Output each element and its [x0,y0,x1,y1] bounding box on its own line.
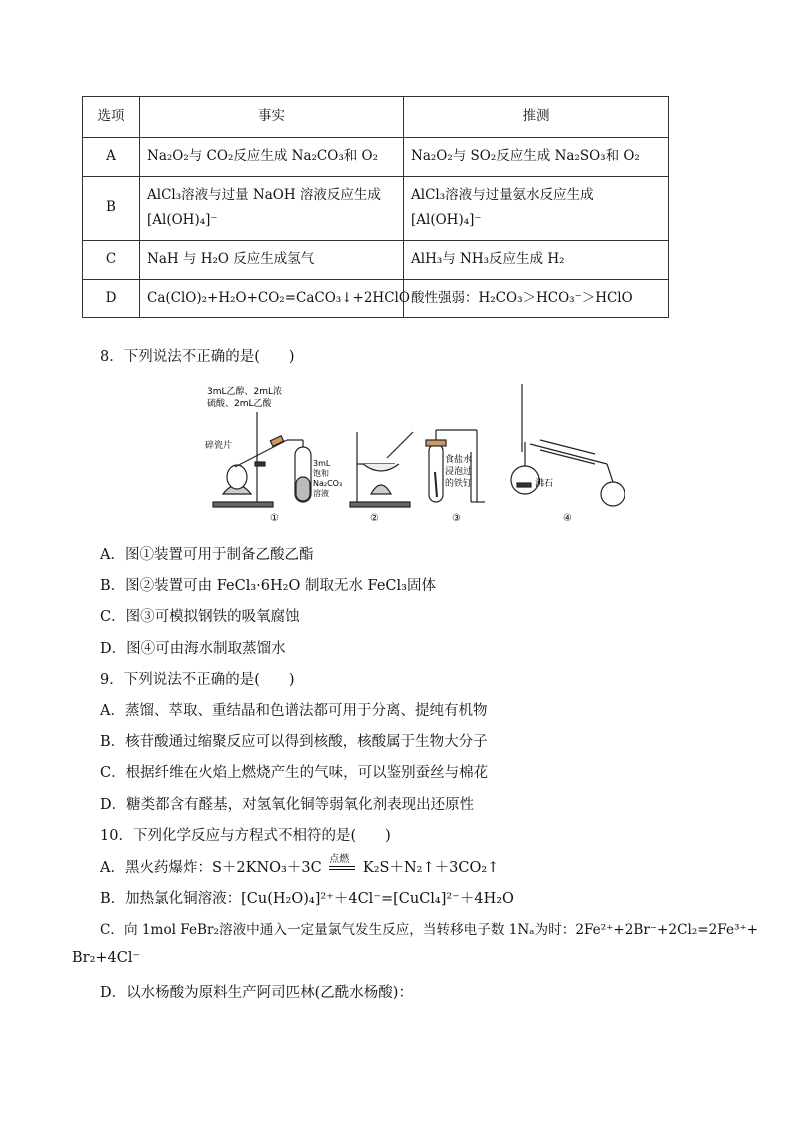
row-fact: NaH 与 H₂O 反应生成氢气 [140,240,404,279]
q9-option-c: C．根据纤维在火焰上燃烧产生的气味，可以鉴别蚕丝与棉花 [100,765,489,781]
row-option: B [83,176,140,240]
label-solution: 溶液 [313,489,329,498]
apparatus-figure [195,382,625,527]
figure-number-2: ② [370,513,379,524]
row-fact: Na₂O₂与 CO₂反应生成 Na₂CO₃和 O₂ [140,138,404,177]
equals-arrow [329,866,355,870]
header-option: 选项 [83,97,140,138]
label-soaked: 浸泡过 [445,467,473,477]
row-option: A [83,138,140,177]
question-10-stem: 10．下列化学反应与方程式不相符的是( ) [100,828,391,844]
label-reagents-1: 3mL乙醇、2mL浓 [207,387,283,397]
row-fact: Ca(ClO)₂+H₂O+CO₂=CaCO₃↓+2HClO [140,279,404,318]
question-8-stem: 8．下列说法不正确的是( ) [100,349,295,365]
figure-number-3: ③ [452,513,461,524]
table-row [83,138,669,177]
q10-option-b: B．加热氯化铜溶液：[Cu(H₂O)₄]²⁺＋4Cl⁻=[CuCl₄]²⁻＋4H₂O [100,891,514,907]
row-guess: Na₂O₂与 SO₂反应生成 Na₂SO₃和 O₂ [404,138,669,177]
q10-option-a-left: A．黑火药爆炸：S＋2KNO₃＋3C [100,860,322,876]
reaction-condition [329,854,355,876]
q9-option-d: D．糖类都含有醛基，对氢氧化铜等弱氧化剂表现出还原性 [100,797,475,813]
q9-option-a: A．蒸馏、萃取、重结晶和色谱法都可用于分离、提纯有机物 [100,703,488,719]
q10-option-a-right: K₂S＋N₂↑＋3CO₂↑ [362,860,500,876]
q8-option-a: A．图①装置可用于制备乙酸乙酯 [100,547,314,563]
table-row [83,176,669,240]
q10-option-c-line2: Br₂+4Cl⁻ [72,950,141,966]
label-saturated: 饱和 [313,469,329,478]
q8-option-b: B．图②装置可由 FeCl₃·6H₂O 制取无水 FeCl₃固体 [100,578,436,594]
apparatus-2 [350,432,413,507]
condition-label: 点燃 [329,854,350,865]
row-guess: 酸性强弱：H₂CO₃＞HCO₃⁻＞HClO [404,279,669,318]
row-option: C [83,240,140,279]
label-reagents-2: 硫酸、2mL乙酸 [207,399,272,409]
label-na2co3: Na₂CO₃ [313,479,343,488]
label-3ml: 3mL [313,459,331,468]
row-fact: AlCl₃溶液与过量 NaOH 溶液反应生成 [Al(OH)₄]⁻ [140,176,404,240]
label-nail: 的铁钉 [445,479,473,489]
apparatus-3 [426,430,485,502]
row-guess: AlCl₃溶液与过量氨水反应生成[Al(OH)₄]⁻ [404,176,669,240]
q10-option-a [100,856,499,877]
header-fact: 事实 [140,97,404,138]
header-guess: 推测 [404,97,669,138]
figure-number-1: ① [270,513,279,524]
q10-option-c-line1: C．向 1mol FeBr₂溶液中通入一定量氯气发生反应，当转移电子数 1Nₐ为时：2Fe²⁺+2Br⁻+2Cl₂=2Fe³⁺+ [100,922,759,938]
table-header-row [83,97,669,138]
q8-option-c: C．图③可模拟钢铁的吸氧腐蚀 [100,609,300,625]
q9-option-b: B．核苷酸通过缩聚反应可以得到核酸，核酸属于生物大分子 [100,734,488,750]
label-brine: 食盐水 [445,455,473,465]
label-porcelain: 碎瓷片 [205,441,233,451]
table-row [83,240,669,279]
row-option: D [83,279,140,318]
question-9-stem: 9．下列说法不正确的是( ) [100,672,295,688]
label-boiling-chips: 沸石 [535,479,554,489]
apparatus-1 [213,412,311,507]
table-row [83,279,669,318]
apparatus-4 [511,384,625,506]
comparison-table [82,96,669,318]
figure-number-4: ④ [563,513,572,524]
q10-option-d: D．以水杨酸为原料生产阿司匹林(乙酰水杨酸)： [100,985,413,1001]
q8-option-d: D．图④可由海水制取蒸馏水 [100,641,286,657]
row-guess: AlH₃与 NH₃反应生成 H₂ [404,240,669,279]
